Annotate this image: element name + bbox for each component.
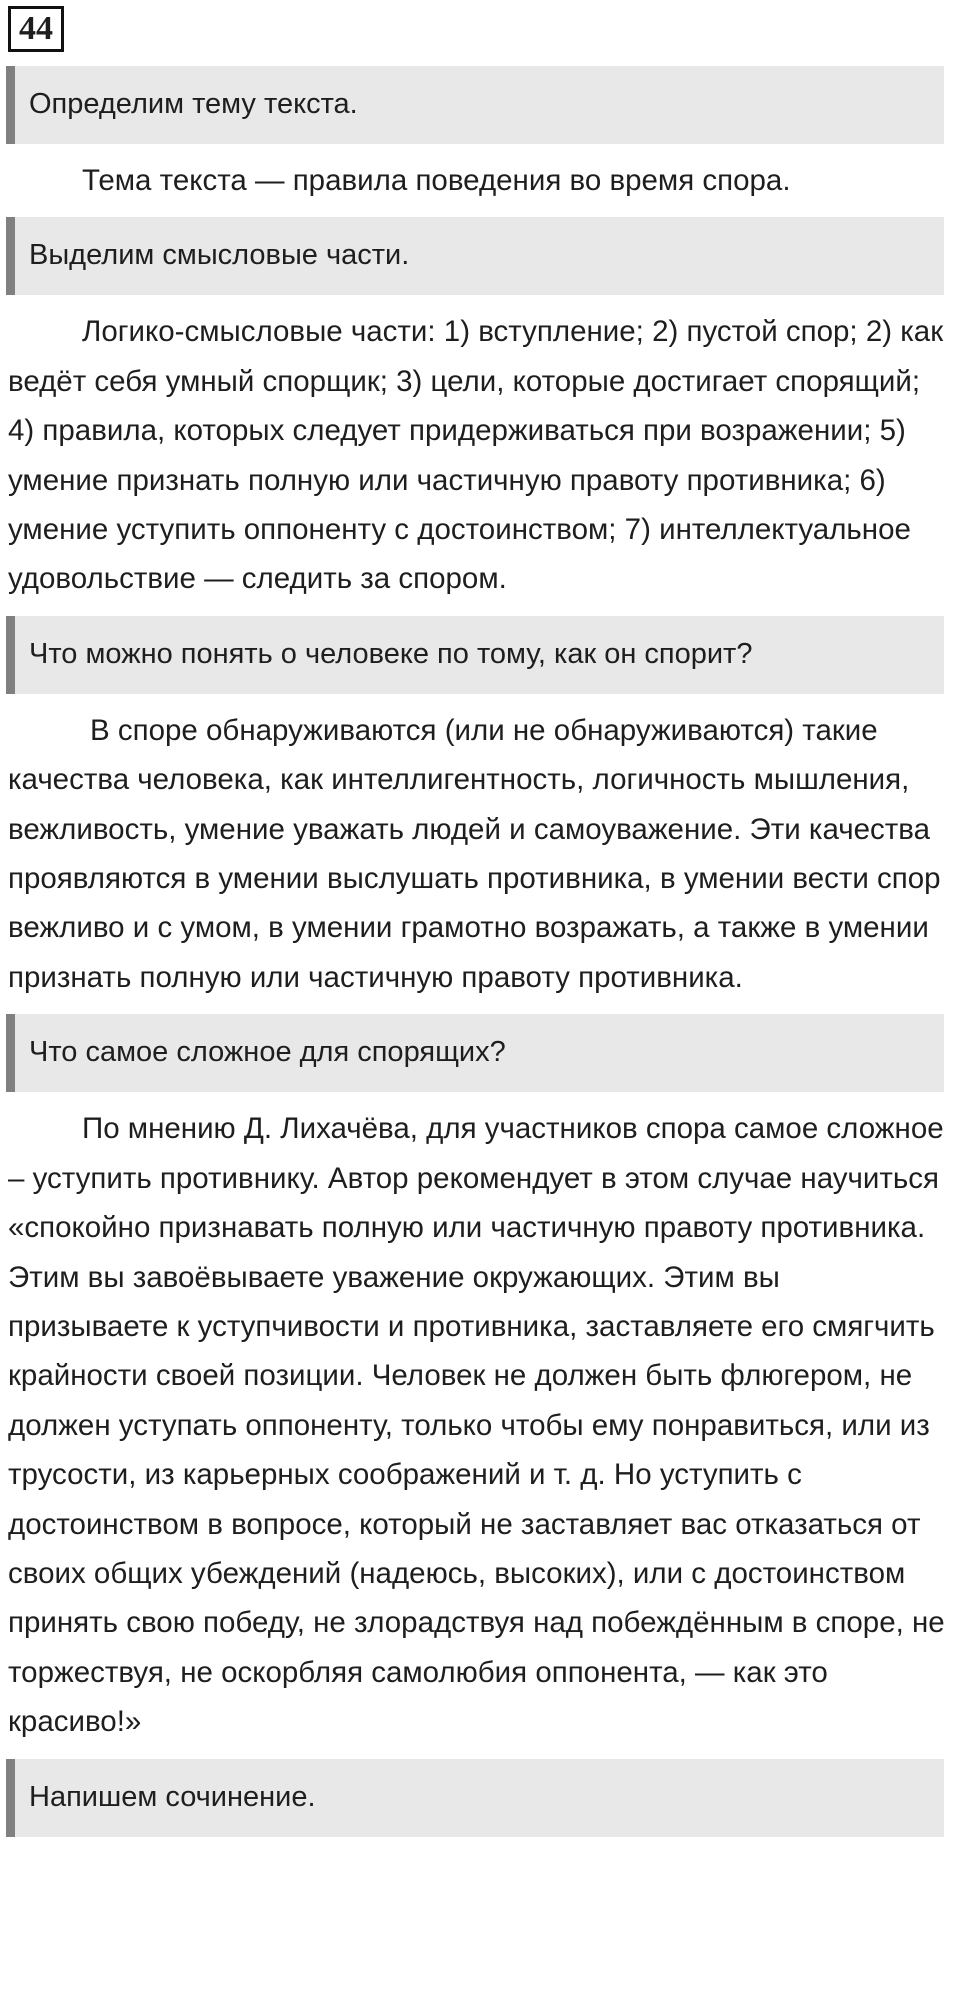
task-number-badge: 44 — [8, 6, 64, 52]
section-heading-parts: Выделим смысловые части. — [6, 217, 944, 295]
section-text-parts: Логико-смысловые части: 1) вступление; 2) пустой спор; 2) как ведёт себя умный спорщик; 3) цели, которые достигает спорящий; 4) правила, которых следует придерживаться при возражении; 5) умение признать полную или частичную правоту противника; 6) умение уступить оппоненту с достоинством; 7) интеллектуальное удовольствие — следить за спором. — [8, 315, 944, 596]
section-text-person: В споре обнаруживаются (или не обнаруживаются) такие качества человека, как интеллигентность, логичность мышления, вежливость, умение уважать людей и самоуважение. Эти качества проявляются в умении выслушать противника, в умении вести спор вежливо и с умом, в умении грамотно возражать, а также в умении признать полную или частичную правоту противника. — [8, 713, 941, 994]
section-text-topic: Тема текста — правила поведения во время спора. — [82, 164, 791, 197]
section-heading-hardest: Что самое сложное для спорящих? — [6, 1014, 944, 1092]
section-heading-person: Что можно понять о человеке по тому, как он спорит? — [6, 616, 944, 694]
section-heading-topic: Определим тему текста. — [6, 66, 944, 144]
section-heading-essay: Напишем сочинение. — [6, 1759, 944, 1837]
section-text-hardest: По мнению Д. Лихачёва, для участников спора самое сложное – уступить противнику. Автор рекомендует в этом случае научиться «спокойно признавать полную или частичную правоту противника. Этим вы завоёвываете уважение окружающих. Этим вы призываете к уступчивости и противника, заставляете его смягчить крайности своей позиции. Человек не должен быть флюгером, не должен уступать оппоненту, только чтобы ему понравиться, или из трусости, из карьерных соображений и т. д. Но уступить с достоинством в вопросе, который не заставляет вас отказаться от своих общих убеждений (надеюсь, высоких), или с достоинством принять свою победу, не злорадствуя над побеждённым в споре, не торжествуя, не оскорбляя самолюбия оппонента, — как это красиво!» — [8, 1112, 945, 1739]
